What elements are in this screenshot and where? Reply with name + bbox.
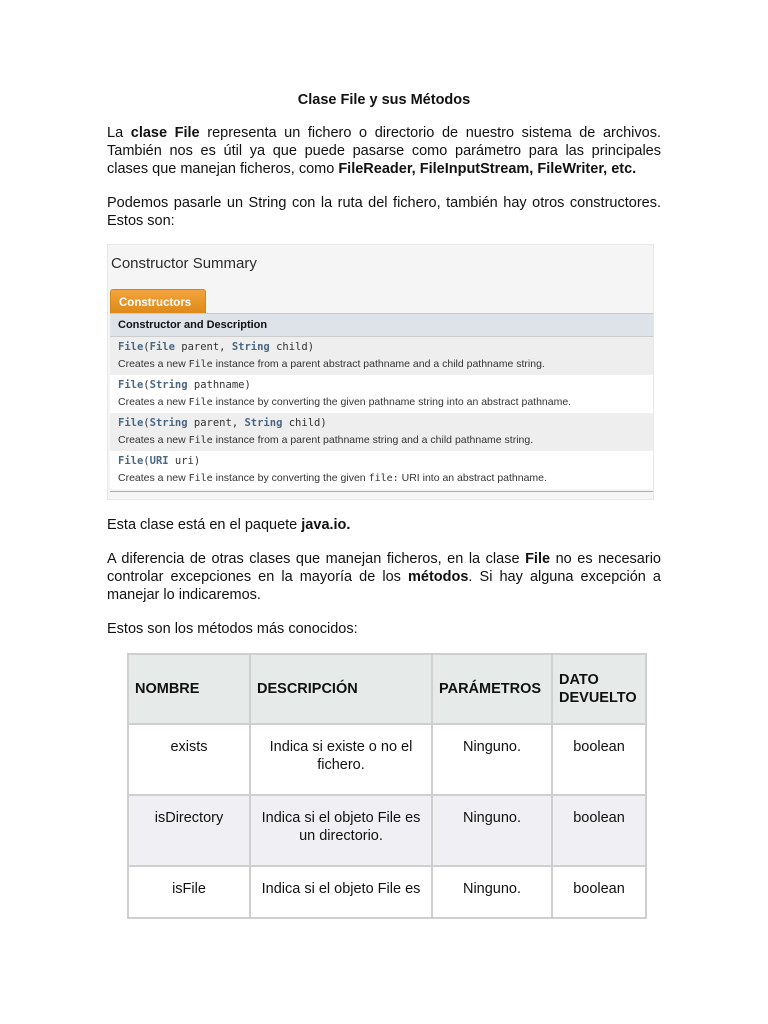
constructor-summary-heading: Constructor Summary xyxy=(111,255,257,272)
intro-text-a: La xyxy=(107,125,131,141)
header-parametros: PARÁMETROS xyxy=(432,654,552,724)
method-return-type: boolean xyxy=(552,866,646,918)
method-return-type: boolean xyxy=(552,724,646,795)
method-return-type: boolean xyxy=(552,795,646,866)
constructor-signature: File(String pathname) xyxy=(118,379,251,391)
header-dato-devuelto: DATO DEVUELTO xyxy=(552,654,646,724)
methods-table xyxy=(127,653,647,919)
constructor-table xyxy=(110,313,653,489)
method-description: Indica si existe o no el fichero. xyxy=(250,724,432,795)
package-paragraph xyxy=(107,516,661,534)
intro-text-c: representa un fichero o directorio de nuestro sistema de archivos. También nos es útil ya que puede pasarse como parámetro para las principales clases que manejan ficheros, como xyxy=(107,125,661,177)
constructor-signature: File(URI uri) xyxy=(118,455,201,467)
intro-paragraph xyxy=(107,124,661,178)
package-text: Esta clase está en el paquete xyxy=(107,517,302,533)
method-parameters: Ninguno. xyxy=(432,866,552,918)
intro-bold-class: clase File xyxy=(130,125,200,141)
constructor-description: Creates a new File instance from a parent abstract pathname and a child pathname string. xyxy=(118,358,545,370)
table-row xyxy=(128,866,646,918)
table-row xyxy=(128,795,646,866)
document-title: Clase File y sus Métodos xyxy=(297,92,471,108)
method-name: isFile xyxy=(128,866,250,918)
package-name: java.io. xyxy=(301,517,351,533)
constructor-row xyxy=(110,451,653,489)
exceptions-paragraph: A diferencia de otras clases que manejan ficheros, en la clase File no es necesario controlar excepciones en la mayoría de los métodos. Si hay alguna excepción a manejar lo indicaremos. xyxy=(107,551,661,603)
method-name: exists xyxy=(128,724,250,795)
constructor-row xyxy=(110,413,653,451)
constructor-signature: File(String parent, String child) xyxy=(118,417,327,429)
method-name: isDirectory xyxy=(128,795,250,866)
header-descripcion: DESCRIPCIÓN xyxy=(250,654,432,724)
constructor-row xyxy=(110,375,653,413)
methods-table-header xyxy=(128,654,646,724)
method-description: Indica si el objeto File es un directorio. xyxy=(250,795,432,866)
method-parameters: Ninguno. xyxy=(432,724,552,795)
constructor-summary xyxy=(107,244,654,500)
constructors-paragraph: Podemos pasarle un String con la ruta del fichero, también hay otros constructores. Estos son: xyxy=(107,195,661,229)
constructor-description: Creates a new File instance by converting the given pathname string into an abstract pathname. xyxy=(118,396,572,408)
constructor-column-header: Constructor and Description xyxy=(110,314,653,337)
constructor-description: Creates a new File instance from a parent pathname string and a child pathname string. xyxy=(118,434,534,446)
constructor-description: Creates a new File instance by converting the given file: URI into an abstract pathname. xyxy=(118,472,547,484)
constructor-row xyxy=(110,337,653,375)
method-parameters: Ninguno. xyxy=(432,795,552,866)
constructor-table-bottom-rule xyxy=(110,491,653,492)
constructor-signature: File(File parent, String child) xyxy=(118,341,315,353)
methods-intro: Estos son los métodos más conocidos: xyxy=(107,621,358,637)
constructors-tab: Constructors xyxy=(110,289,206,313)
method-description: Indica si el objeto File es xyxy=(250,866,432,918)
header-nombre: NOMBRE xyxy=(128,654,250,724)
table-row xyxy=(128,724,646,795)
intro-bold-classes: FileReader, FileInputStream, FileWriter, etc. xyxy=(338,161,637,177)
